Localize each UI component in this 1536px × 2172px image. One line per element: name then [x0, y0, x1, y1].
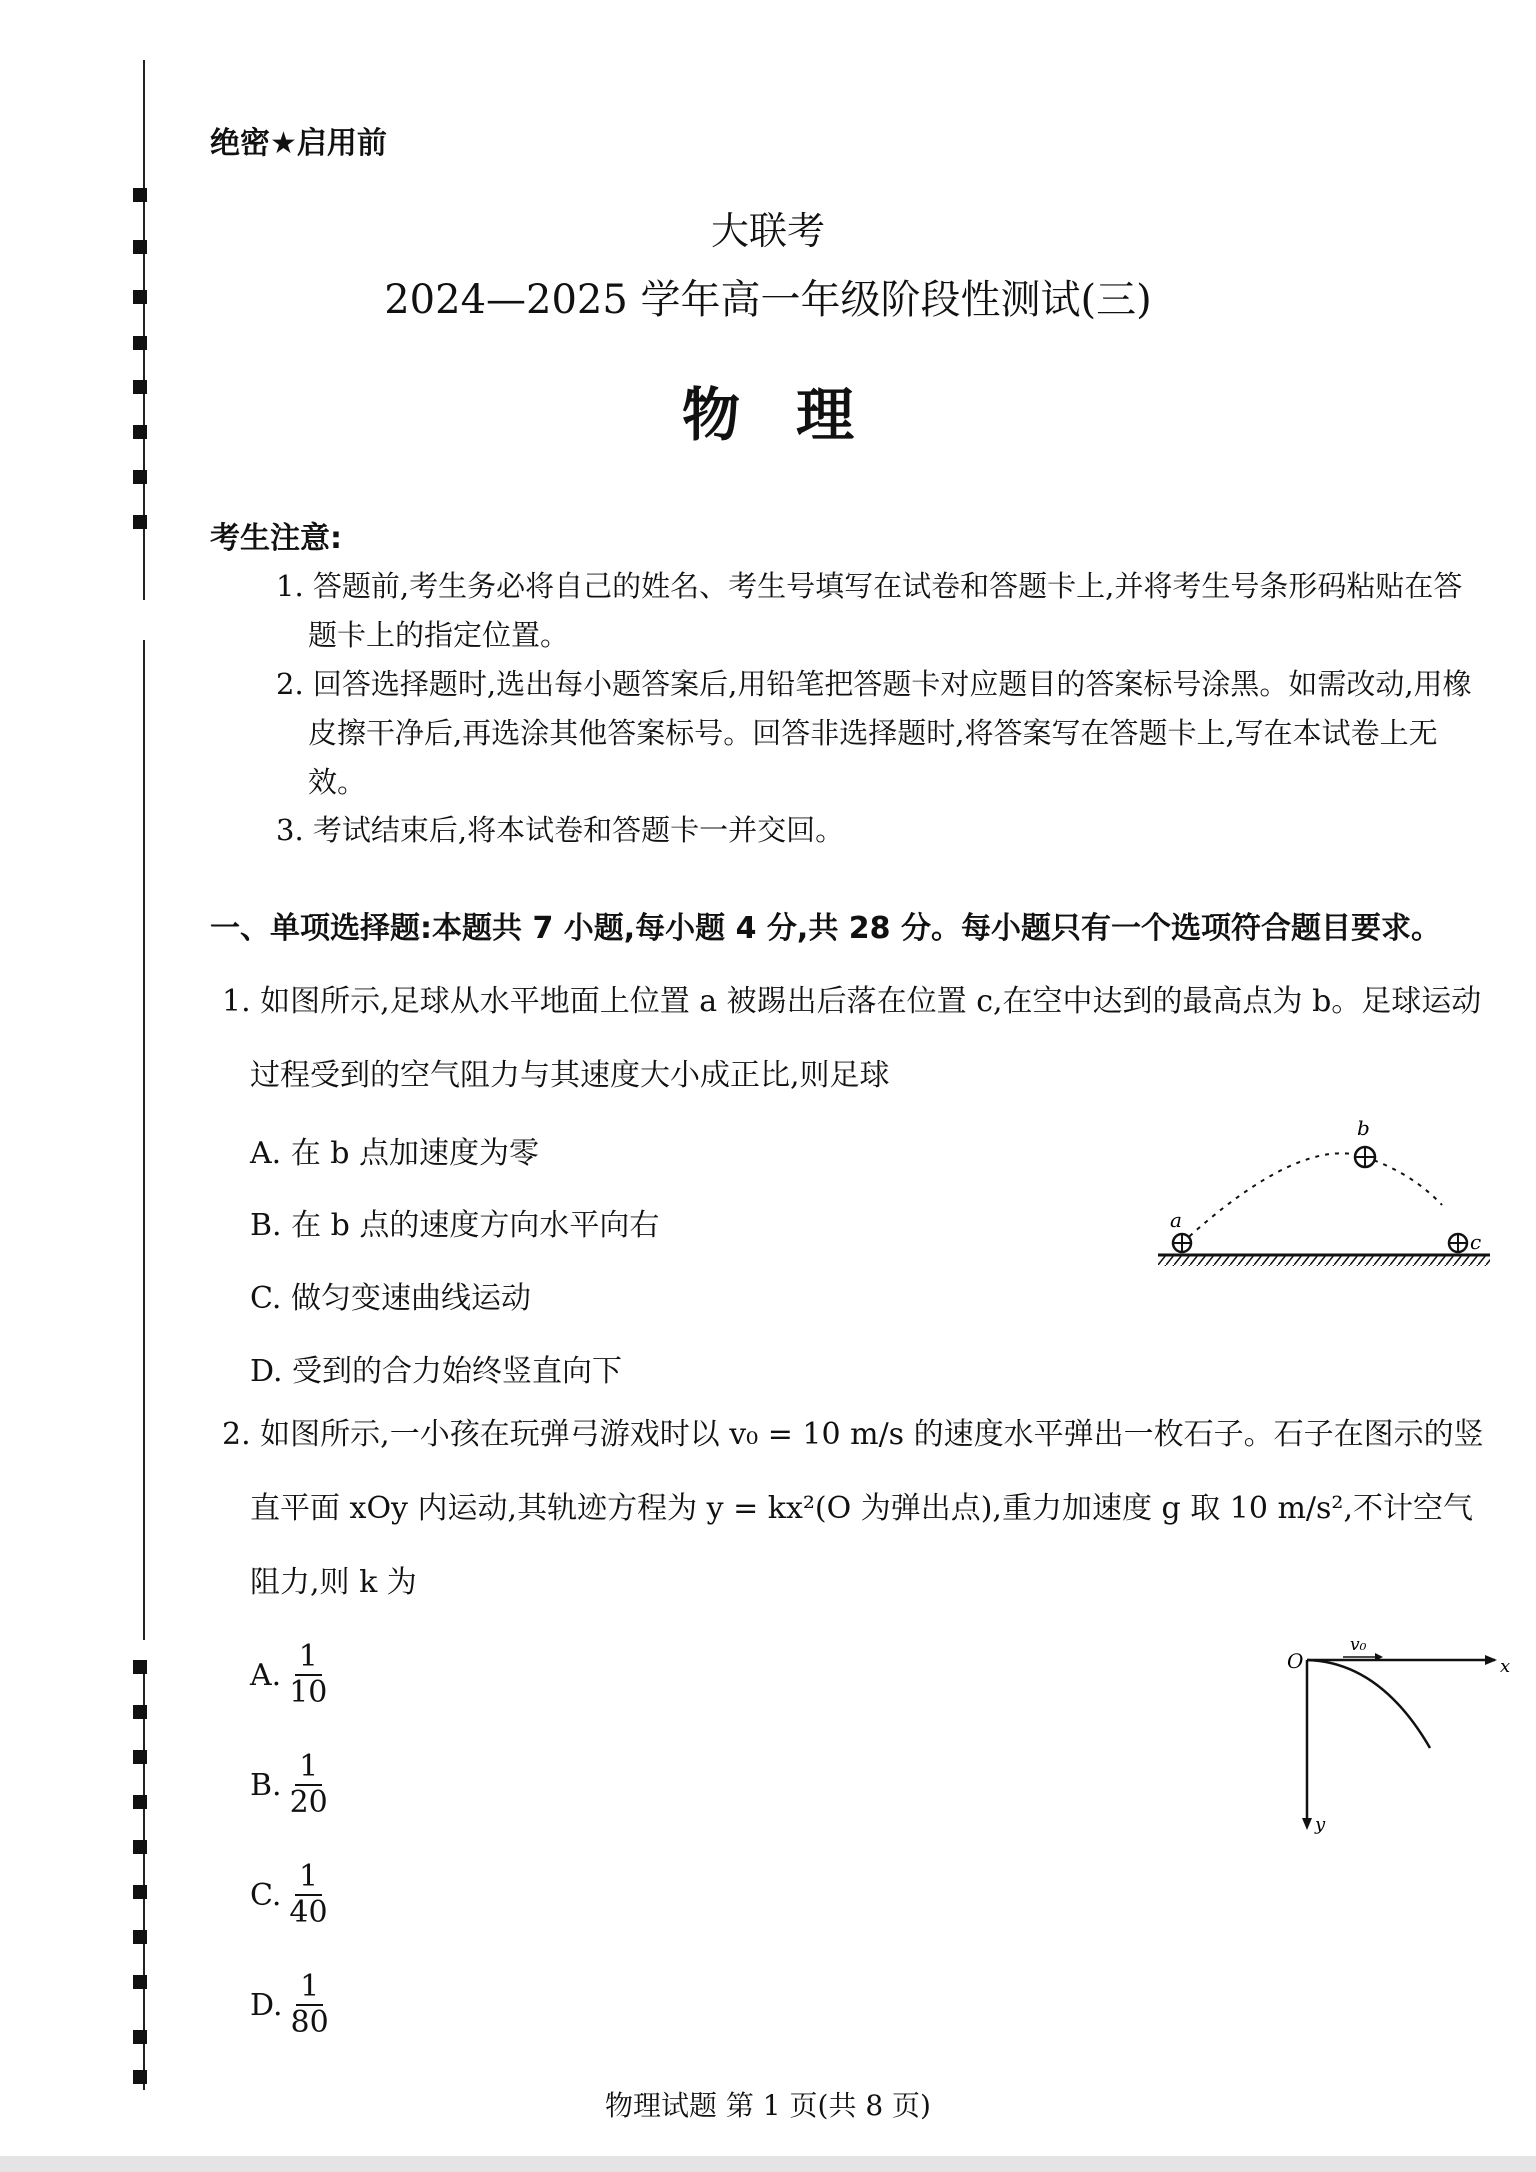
fraction [285, 1640, 331, 1710]
option-label: A. [250, 1657, 282, 1693]
notice-item: 1. 答题前,考生务必将自己的姓名、考生号填写在试卷和答题卡上,并将考生号条形码粘贴在答题卡上的指定位置。 [276, 569, 1463, 652]
label-x: x [1500, 1656, 1511, 1677]
numerator: 1 [295, 1750, 322, 1786]
subject-title: 物理 [681, 381, 910, 449]
stone-trajectory [1307, 1660, 1430, 1748]
label-c: c [1470, 1230, 1482, 1254]
binding-line-middle [143, 640, 145, 1640]
ground-hatch [1158, 1256, 1490, 1266]
label-origin: O [1287, 1649, 1304, 1673]
notice-title: 考生注意: [210, 521, 342, 556]
denominator: 40 [289, 1895, 328, 1930]
option-label: B. [250, 1767, 282, 1803]
label-v0: v₀ [1350, 1635, 1367, 1655]
label-a: a [1170, 1208, 1182, 1232]
option-label: D. [250, 1987, 283, 2023]
question-2-option-a [250, 1640, 331, 1710]
question-1-option-a: A. 在 b 点加速度为零 [250, 1136, 540, 1171]
y-axis-arrow [1302, 1818, 1312, 1830]
fraction [285, 1860, 331, 1930]
question-2-option-b [250, 1750, 332, 1820]
notice-item: 2. 回答选择题时,选出每小题答案后,用铅笔把答题卡对应题目的答案标号涂黑。如需改动,用橡皮擦干净后,再选涂其他答案标号。回答非选择题时,将答案写在答题卡上,写在本试卷上无效。 [276, 667, 1472, 799]
page-footer: 物理试题 第 1 页(共 8 页) [605, 2089, 931, 2122]
ball-at-a [1173, 1234, 1191, 1252]
question-1-option-b: B. 在 b 点的速度方向水平向右 [250, 1208, 660, 1243]
binding-mark [133, 2030, 147, 2044]
denominator: 10 [289, 1675, 328, 1710]
question-2-option-d [250, 1970, 333, 2040]
binding-mark [133, 336, 147, 350]
numerator: 1 [295, 1860, 322, 1896]
question-2-stem: 2. 如图所示,一小孩在玩弹弓游戏时以 v₀ = 10 m/s 的速度水平弹出一枚石子。石子在图示的竖直平面 xOy 内运动,其轨迹方程为 y = kx²(O 为弹出点),重力加速度 g 取 10 m/s²,不计空气阻力,则 k 为 [222, 1417, 1484, 1600]
binding-line-bottom [143, 1660, 145, 2090]
binding-mark [133, 1840, 147, 1854]
question-2-option-c [250, 1860, 332, 1930]
binding-mark [133, 1885, 147, 1899]
ball-at-c [1449, 1234, 1467, 1252]
binding-mark [133, 1660, 147, 1674]
question-1-stem: 1. 如图所示,足球从水平地面上位置 a 被踢出后落在位置 c,在空中达到的最高点为 b。足球运动过程受到的空气阻力与其速度大小成正比,则足球 [222, 984, 1482, 1093]
binding-mark [133, 470, 147, 484]
fraction [287, 1970, 333, 2040]
denominator: 80 [290, 2005, 329, 2040]
question-1-option-d: D. 受到的合力始终竖直向下 [250, 1354, 623, 1389]
binding-mark [133, 1975, 147, 1989]
ball-trajectory [1182, 1153, 1442, 1243]
x-axis-arrow [1485, 1655, 1497, 1665]
binding-mark [133, 515, 147, 529]
label-y: y [1315, 1814, 1326, 1835]
scan-edge [0, 2156, 1536, 2172]
binding-mark [133, 1705, 147, 1719]
binding-mark [133, 2070, 147, 2084]
binding-mark [133, 1750, 147, 1764]
question-1-option-c: C. 做匀变速曲线运动 [250, 1281, 531, 1316]
exam-organizer: 大联考 [710, 209, 825, 253]
binding-mark [133, 1930, 147, 1944]
option-label: C. [250, 1877, 282, 1913]
label-b: b [1357, 1116, 1370, 1140]
section-heading: 一、单项选择题:本题共 7 小题,每小题 4 分,共 28 分。每小题只有一个选项符合题目要求。 [210, 911, 1441, 946]
confidential-label: 绝密★启用前 [210, 126, 387, 161]
numerator: 1 [295, 1640, 322, 1676]
notice-item: 3. 考试结束后,将本试卷和答题卡一并交回。 [276, 813, 845, 847]
denominator: 20 [289, 1785, 328, 1820]
ball-at-b [1355, 1147, 1375, 1167]
binding-mark [133, 1795, 147, 1809]
fraction [286, 1750, 332, 1820]
question-1-figure [1150, 1115, 1510, 1285]
numerator: 1 [296, 1970, 323, 2006]
exam-title: 2024—2025 学年高一年级阶段性测试(三) [384, 277, 1152, 323]
question-2-figure [1285, 1630, 1520, 1845]
